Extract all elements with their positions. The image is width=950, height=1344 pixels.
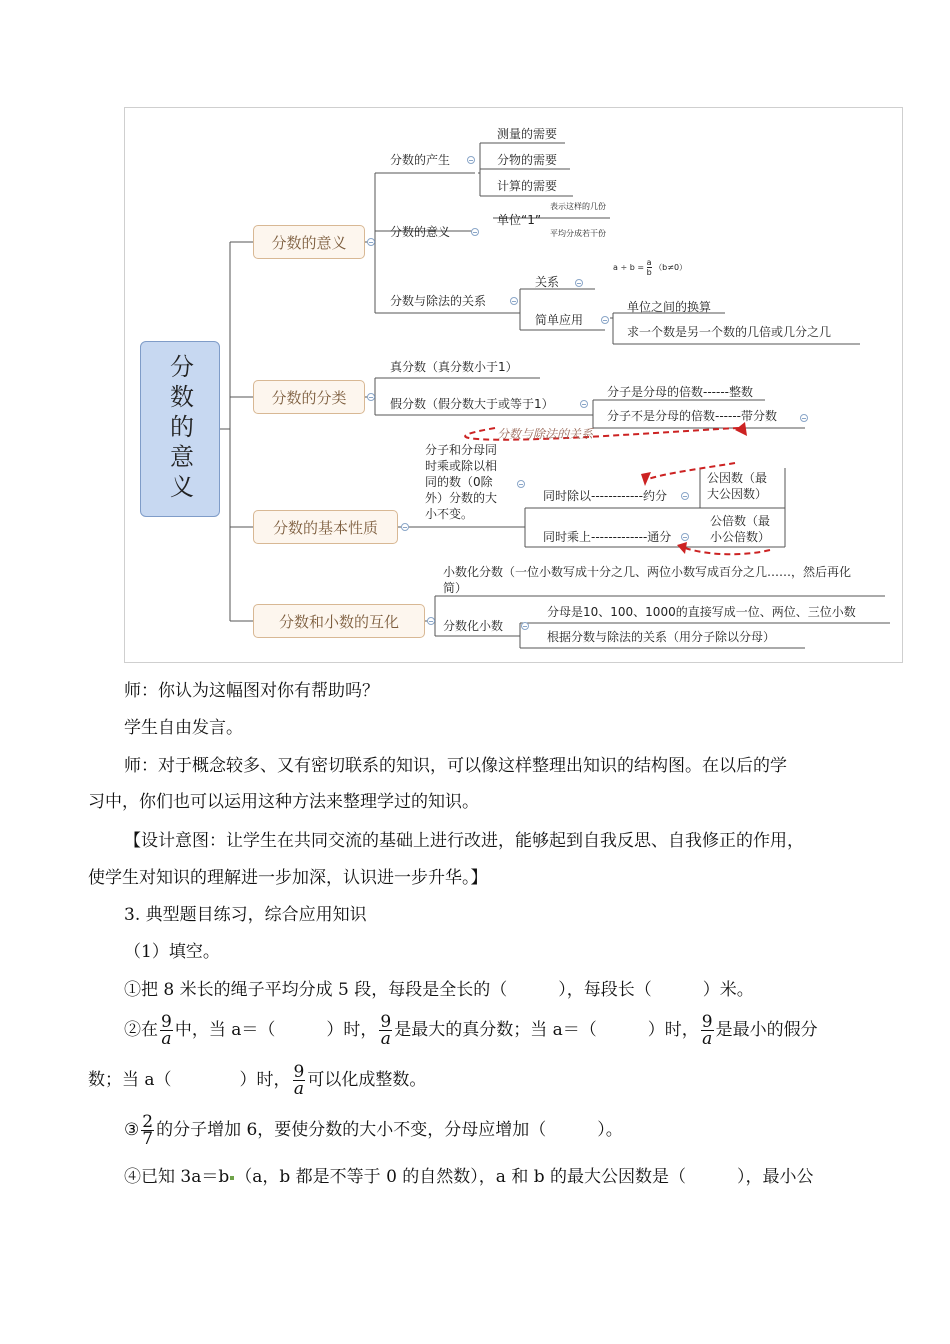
- collapse-icon[interactable]: [427, 617, 435, 625]
- question-4: ④已知 3a＝b （a，b 都是不等于 0 的自然数），a 和 b 的最大公因数是（ ），最小公: [124, 1167, 814, 1187]
- paragraph-design-intent-2: 使学生对知识的理解进一步加深，认识进一步升华。】: [88, 868, 488, 888]
- node-proper-fraction: 真分数（真分数小于1）: [390, 360, 518, 374]
- collapse-icon[interactable]: [681, 533, 689, 541]
- green-marker-icon: [230, 1176, 234, 1180]
- node-fraction-to-decimal: 分数化小数: [443, 619, 504, 633]
- subsection-fill-blanks: （1）填空。: [124, 942, 220, 962]
- node-multiply: 同时乘上-------------通分: [543, 530, 672, 544]
- fraction-2-over-7: $\frac{2}{7}$: [142, 1112, 154, 1149]
- fraction-9-over-a: $\frac{9}{a}$: [293, 1062, 305, 1099]
- node-divide: 同时除以------------约分: [543, 489, 667, 503]
- node-decimal-to-fraction: 小数化分数（一位小数写成十分之几、两位小数写成百分之几……，然后再化 简）: [443, 565, 852, 595]
- paragraph-teacher-summary-2: 习中，你们也可以运用这种方法来整理学过的知识。: [88, 792, 479, 812]
- node-unit-one: 单位“1”: [497, 213, 542, 227]
- mind-map-root: 分数的意义: [140, 341, 220, 517]
- branch-basic-property: 分数的基本性质: [253, 510, 398, 544]
- node-origin-item: 分物的需要: [497, 153, 558, 167]
- paragraph-student-response: 学生自由发言。: [124, 718, 243, 738]
- branch-meaning: 分数的意义: [253, 225, 365, 259]
- node-origin-item: 测量的需要: [497, 127, 558, 141]
- section-heading-exercises: 3. 典型题目练习，综合应用知识: [124, 905, 367, 925]
- collapse-icon[interactable]: [800, 414, 808, 422]
- collapse-icon[interactable]: [521, 622, 529, 630]
- collapse-icon[interactable]: [510, 297, 518, 305]
- question-2: ②在 $\frac{9}{a}$ 中，当 a＝（ ）时， $\frac{9}{a}$ 是最大的真分数；当 a＝（ ）时， $\frac{9}{a}$ 是最小的假分: [124, 1012, 818, 1049]
- fraction-9-over-a: $\frac{9}{a}$: [161, 1012, 172, 1049]
- paragraph-teacher-summary-1: 师：对于概念较多、又有密切联系的知识，可以像这样整理出知识的结构图。在以后的学: [124, 756, 787, 776]
- collapse-icon[interactable]: [467, 156, 475, 164]
- question-3: ③ $\frac{2}{7}$ 的分子增加 6，要使分数的大小不变，分母应增加（ ）。: [124, 1112, 623, 1149]
- node-gcd: 公因数（最 大公因数）: [707, 471, 768, 501]
- node-property-rule: 分子和分母同 时乘或除以相 同的数（0除 外）分数的大 小不变。: [425, 443, 498, 521]
- collapse-icon[interactable]: [681, 492, 689, 500]
- knowledge-mind-map: [124, 107, 903, 663]
- collapse-icon[interactable]: [367, 238, 375, 246]
- annotation-division-relation: 分数与除法的关系: [497, 427, 594, 441]
- node-frac-dec-item: 分母是10、100、1000的直接写成一位、两位、三位小数: [547, 605, 856, 619]
- paragraph-design-intent-1: 【设计意图：让学生在共同交流的基础上进行改进，能够起到自我反思、自我修正的作用，: [124, 831, 804, 851]
- node-frac-dec-item: 根据分数与除法的关系（用分子除以分母）: [547, 630, 776, 644]
- fraction-9-over-a: $\frac{9}{a}$: [701, 1012, 713, 1049]
- fraction-9-over-a: $\frac{9}{a}$: [380, 1012, 392, 1049]
- collapse-icon[interactable]: [401, 523, 409, 531]
- collapse-icon[interactable]: [471, 228, 479, 236]
- node-relation: 关系: [535, 275, 560, 289]
- node-origin: 分数的产生: [390, 153, 451, 167]
- question-1: ①把 8 米长的绳子平均分成 5 段，每段是全长的（ ），每段长（ ）米。: [124, 980, 754, 1000]
- node-formula: a ÷ b = $\frac{a}{b}$ （b≠0）: [613, 258, 688, 277]
- node-improper-item: 分子不是分母的倍数------带分数: [607, 409, 777, 423]
- node-simple-application: 简单应用: [535, 313, 584, 327]
- node-division-relation: 分数与除法的关系: [390, 294, 487, 308]
- node-origin-item: 计算的需要: [497, 179, 558, 193]
- node-unit-one-bottom: 平均分成若干份: [550, 229, 606, 238]
- branch-fraction-decimal: 分数和小数的互化: [253, 604, 425, 638]
- collapse-icon[interactable]: [580, 400, 588, 408]
- node-improper-fraction: 假分数（假分数大于或等于1）: [390, 397, 554, 411]
- collapse-icon[interactable]: [517, 480, 525, 488]
- collapse-icon[interactable]: [367, 393, 375, 401]
- collapse-icon[interactable]: [575, 279, 583, 287]
- node-app-item: 单位之间的换算: [627, 300, 712, 314]
- paragraph-teacher-question: 师：你认为这幅图对你有帮助吗？: [124, 681, 379, 701]
- branch-classification: 分数的分类: [253, 380, 365, 414]
- node-app-item: 求一个数是另一个数的几倍或几分之几: [627, 325, 832, 339]
- node-definition: 分数的意义: [390, 225, 451, 239]
- node-unit-one-top: 表示这样的几份: [550, 202, 606, 211]
- node-lcm: 公倍数（最 小公倍数）: [710, 514, 771, 544]
- collapse-icon[interactable]: [601, 316, 609, 324]
- question-2-continued: 数；当 a（ ）时， $\frac{9}{a}$ 可以化成整数。: [88, 1062, 427, 1099]
- node-improper-item: 分子是分母的倍数------整数: [607, 385, 753, 399]
